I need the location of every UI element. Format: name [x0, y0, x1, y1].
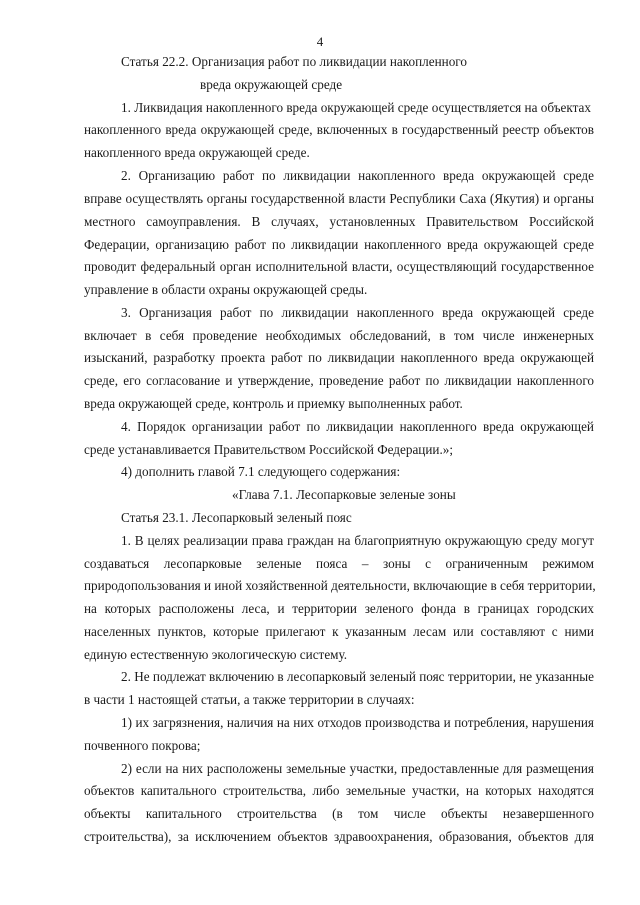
- text-line: 1. Ликвидация накопленного вреда окружающей среде осуществляется на объектах: [121, 100, 591, 115]
- text-line: 4) дополнить главой 7.1 следующего содержания:: [121, 464, 401, 479]
- text-line: 2. Организацию работ по ликвидации накопленного вреда окружающей среде: [121, 168, 594, 183]
- text-line: вреда окружающей среде: [200, 77, 343, 92]
- text-line: проводит федеральный орган исполнительной власти, осуществляющий государственное: [84, 259, 594, 274]
- text-line: в части 1 настоящей статьи, а также территории в случаях:: [84, 692, 415, 707]
- text-line: природопользования и иной хозяйственной деятельности, включающие в себя территории,: [84, 578, 596, 593]
- text-line: Федерации, организацию работ по ликвидации накопленного вреда окружающей среде: [84, 237, 594, 252]
- text-line: изысканий, разработку проекта работ по ликвидации накопленного вреда окружающей: [84, 350, 594, 365]
- text-line: накопленного вреда окружающей среде, включенных в государственный реестр объектов: [84, 122, 594, 137]
- text-line: «Глава 7.1. Лесопарковые зеленые зоны: [232, 487, 456, 502]
- text-line: среде устанавливается Правительством Российской Федерации.»;: [84, 442, 454, 457]
- text-line: 1) их загрязнения, наличия на них отходов производства и потребления, нарушения: [121, 715, 594, 730]
- text-line: включает в себя проведение необходимых обследований, в том числе инженерных: [84, 328, 594, 343]
- text-line: 4. Порядок организации работ по ликвидации накопленного вреда окружающей: [121, 419, 594, 434]
- text-line: 2. Не подлежат включению в лесопарковый зеленый пояс территории, не указанные: [121, 669, 594, 684]
- text-line: вреда окружающей среде, контроль и приемку выполненных работ.: [84, 396, 463, 411]
- text-line: 1. В целях реализации права граждан на благоприятную окружающую среду могут: [121, 533, 594, 548]
- text-line: Статья 22.2. Организация работ по ликвидации накопленного: [121, 54, 467, 69]
- text-line: населенных пунктов, которые прилегают к указанным лесам или составляют с ними: [84, 624, 594, 639]
- text-line: накопленного вреда окружающей среде.: [84, 145, 310, 160]
- text-line: 2) если на них расположены земельные участки, предоставленные для размещения: [121, 761, 594, 776]
- text-line: Статья 23.1. Лесопарковый зеленый пояс: [121, 510, 352, 525]
- page-number: 4: [316, 34, 324, 49]
- text-line: вправе осуществлять органы государственной власти Республики Саха (Якутия) и органы: [84, 191, 594, 206]
- text-line: объекты капитального строительства (в том числе объекты незавершенного: [84, 806, 594, 821]
- text-line: среде, его согласование и утверждение, проведение работ по ликвидации накопленного: [84, 373, 594, 388]
- text-line: объектов капитального строительства, либо земельные участки, на которых находятся: [84, 783, 594, 798]
- text-line: на которых расположены леса, и территории зеленого фонда в границах городских: [84, 601, 594, 616]
- text-line: почвенного покрова;: [84, 738, 201, 753]
- text-line: создаваться лесопарковые зеленые пояса – зоны с ограниченным режимом: [84, 556, 594, 571]
- text-line: местного самоуправления. В случаях, установленных Правительством Российской: [84, 214, 594, 229]
- text-line: единую естественную экологическую систему.: [84, 647, 348, 662]
- text-line: 3. Организация работ по ликвидации накопленного вреда окружающей среде: [121, 305, 594, 320]
- text-line: управление в области охраны окружающей среды.: [84, 282, 368, 297]
- text-line: строительства), за исключением объектов здравоохранения, образования, объектов для: [84, 829, 594, 844]
